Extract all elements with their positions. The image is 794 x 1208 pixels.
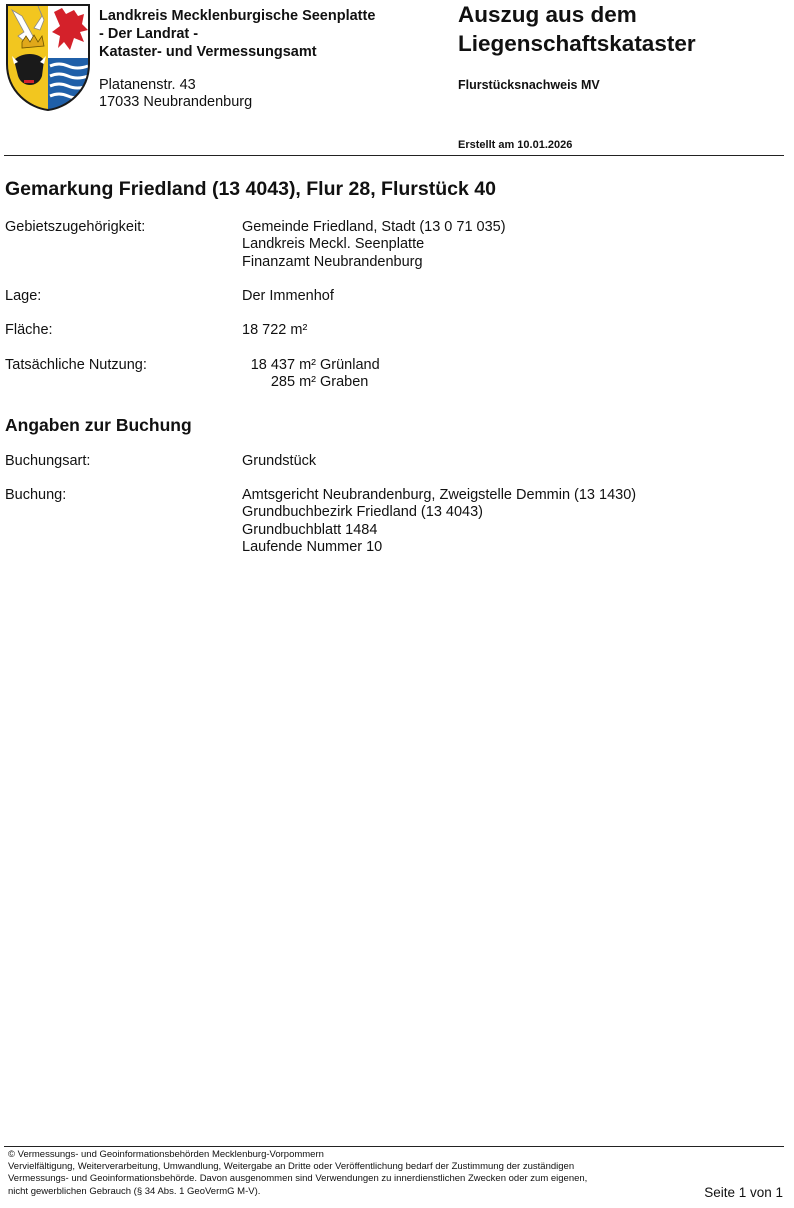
location-value: Der Immenhof bbox=[242, 288, 334, 304]
booking-number: Laufende Nummer 10 bbox=[242, 539, 383, 556]
usage-item bbox=[242, 374, 542, 391]
area-label: Fläche: bbox=[5, 322, 53, 338]
territory-values bbox=[242, 219, 506, 271]
address-street: Platanenstr. 43 bbox=[99, 77, 196, 93]
usage-area: 285 m² bbox=[270, 374, 316, 391]
booking-court: Amtsgericht Neubrandenburg, Zweigstelle Demmin (13 1430) bbox=[242, 487, 637, 503]
booking-district: Grundbuchbezirk Friedland (13 4043) bbox=[242, 504, 483, 521]
territory-district: Landkreis Meckl. Seenplatte bbox=[242, 236, 425, 253]
org-line: - Der Landrat - bbox=[99, 26, 199, 42]
booking-type-value: Grundstück bbox=[242, 453, 317, 469]
usage-kind: Graben bbox=[320, 374, 369, 391]
booking-sheet: Grundbuchblatt 1484 bbox=[242, 521, 378, 538]
usage-values bbox=[242, 357, 542, 392]
authority-address bbox=[99, 77, 252, 111]
location-label: Lage: bbox=[5, 288, 42, 304]
footer-line: Vermessungs- und Geoinformationsbehörde. Davon ausgenommen sind Verwendungen zu innerdienstlichen Zwecken oder zum eigenen, bbox=[8, 1173, 588, 1185]
parcel-title: Gemarkung Friedland (13 4043), Flur 28, Flurstück 40 bbox=[5, 178, 496, 200]
territory-tax-office: Finanzamt Neubrandenburg bbox=[242, 253, 423, 270]
document-title bbox=[458, 0, 696, 58]
territory-municipality: Gemeinde Friedland, Stadt (13 0 71 035) bbox=[242, 219, 506, 235]
created-date: Erstellt am 10.01.2026 bbox=[458, 139, 573, 151]
coat-of-arms-icon bbox=[4, 2, 92, 112]
copyright-notice bbox=[8, 1149, 587, 1198]
territory-label: Gebietszugehörigkeit: bbox=[5, 219, 146, 235]
document-title-line: Auszug aus dem bbox=[458, 2, 637, 27]
header-divider bbox=[4, 155, 784, 156]
booking-values bbox=[242, 487, 636, 557]
page-number: Seite 1 von 1 bbox=[704, 1185, 783, 1200]
booking-type-label: Buchungsart: bbox=[5, 453, 91, 469]
usage-label: Tatsächliche Nutzung: bbox=[5, 357, 147, 373]
booking-section-title: Angaben zur Buchung bbox=[5, 415, 192, 435]
footer-divider bbox=[4, 1146, 784, 1147]
document-title-line: Liegenschaftskataster bbox=[458, 31, 696, 56]
area-value: 18 722 m² bbox=[242, 322, 308, 338]
org-line: Kataster- und Vermessungsamt bbox=[99, 44, 317, 60]
booking-label: Buchung: bbox=[5, 487, 67, 503]
org-line: Landkreis Mecklenburgische Seenplatte bbox=[99, 8, 376, 24]
usage-kind: Grünland bbox=[320, 357, 380, 373]
issuing-authority bbox=[99, 7, 375, 61]
footer-line: Vervielfältigung, Weiterverarbeitung, Umwandlung, Weitergabe an Dritte oder Veröffentlichung bedarf der Zustimmung der zuständigen bbox=[8, 1161, 575, 1173]
footer-line: nicht gewerblichen Gebrauch (§ 34 Abs. 1 GeoVermG M-V). bbox=[8, 1185, 261, 1197]
usage-area: 18 437 m² bbox=[250, 357, 316, 373]
document-subtitle: Flurstücksnachweis MV bbox=[458, 78, 600, 92]
address-city: 17033 Neubrandenburg bbox=[99, 94, 253, 110]
footer-line: © Vermessungs- und Geoinformationsbehörden Mecklenburg-Vorpommern bbox=[8, 1149, 324, 1160]
usage-item bbox=[242, 357, 542, 374]
